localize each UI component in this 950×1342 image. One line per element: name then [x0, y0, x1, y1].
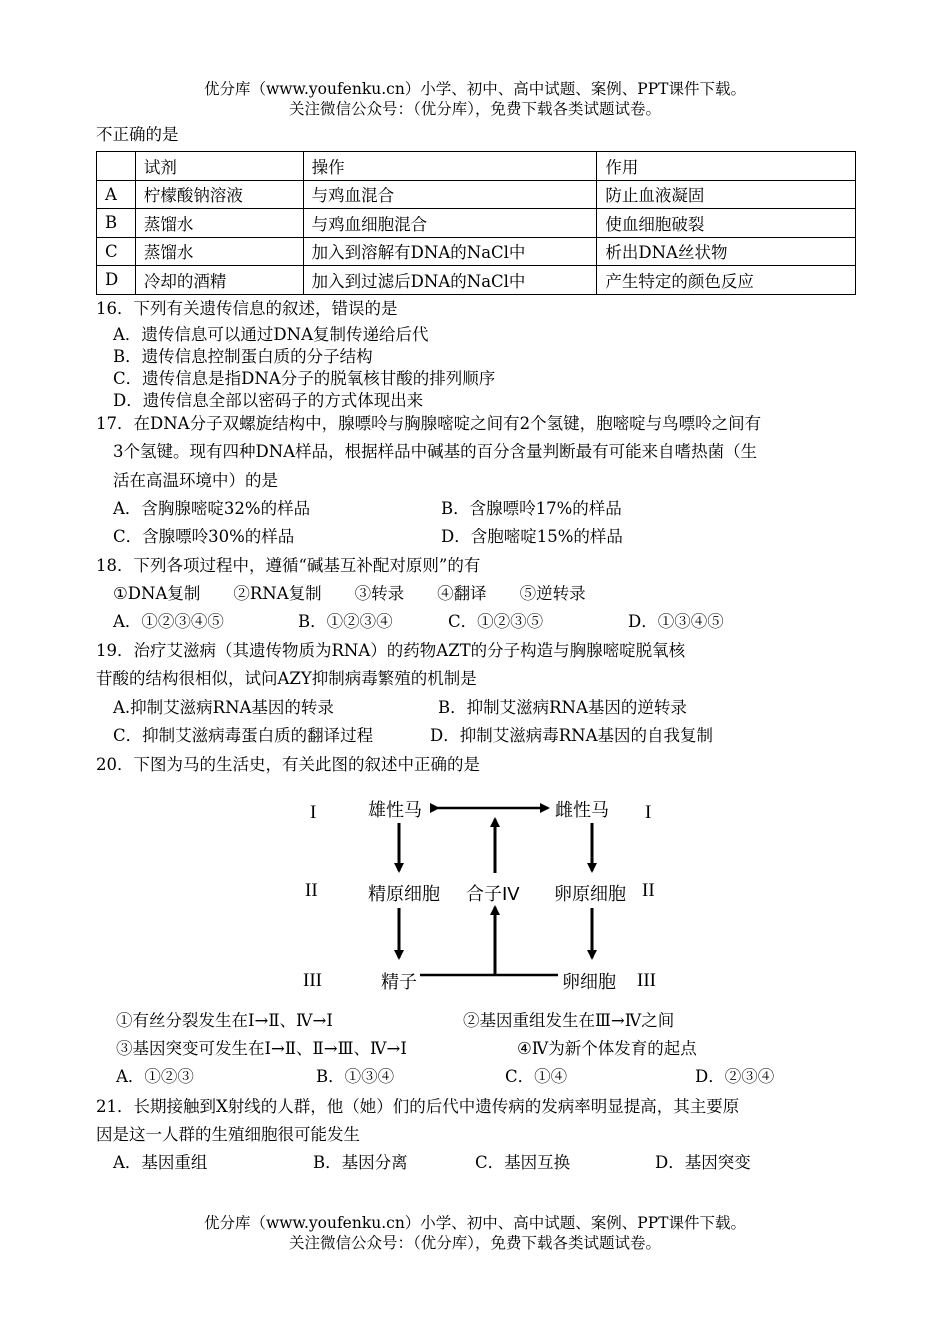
q18-option-c: C．①②③⑤ [448, 612, 544, 631]
q19-line-1: 19．治疗艾滋病（其遗传物质为RNA）的药物AZT的分子构造与胸腺嘧啶脱氧核 [96, 641, 686, 660]
q16-option-c: C．遗传信息是指DNA分子的脱氧核甘酸的排列顺序 [113, 369, 496, 388]
q19-option-d: D．抑制艾滋病毒RNA基因的自我复制 [430, 726, 714, 745]
table-cell: B [97, 209, 136, 238]
table-cell: D [97, 266, 136, 295]
sperm-label: 精子 [381, 972, 417, 993]
q17-option-c: C．含腺嘌呤30%的样品 [113, 527, 295, 546]
table-cell: 与鸡血混合 [303, 180, 597, 209]
header-line-1: 优分库（www.youfenku.cn）小学、初中、高中试题、案例、PPT课件下载。 [203, 80, 747, 98]
female-horse-label: 雌性马 [555, 800, 609, 821]
q17-option-a: A．含胸腺嘧啶32%的样品 [113, 499, 311, 518]
q20-statement-1: ①有丝分裂发生在Ⅰ→Ⅱ、Ⅳ→Ⅰ [116, 1011, 333, 1030]
table-cell: 冷却的酒精 [135, 266, 303, 295]
oogonium-label: 卵原细胞 [554, 884, 626, 905]
q19-option-a: A.抑制艾滋病RNA基因的转录 [113, 698, 334, 717]
table-cell: C [97, 237, 136, 266]
q21-option-d: D．基因突变 [655, 1153, 751, 1172]
zygote-label: 合子IV [466, 884, 520, 905]
stage-label-i-left: I [310, 802, 317, 823]
q16-option-d: D．遗传信息全部以密码子的方式体现出来 [113, 391, 424, 410]
q18-option-d: D．①③④⑤ [628, 612, 724, 631]
stage-label-ii-left: II [305, 880, 318, 901]
q20-option-b: B．①③④ [316, 1067, 395, 1086]
q21-option-b: B．基因分离 [313, 1153, 408, 1172]
header-line-2: 关注微信公众号：（优分库），免费下载各类试题试卷。 [288, 100, 661, 118]
table-cell: 防止血液凝固 [597, 180, 856, 209]
stage-label-ii-right: II [642, 880, 655, 901]
q21-line-2: 因是这一人群的生殖细胞很可能发生 [96, 1125, 360, 1144]
egg-label: 卵细胞 [562, 972, 616, 993]
q18-stem: 18．下列各项过程中，遵循“碱基互补配对原则”的有 [96, 556, 481, 575]
table-header-cell: 试剂 [135, 152, 303, 181]
q20-statement-4: ④Ⅳ为新个体发育的起点 [517, 1039, 697, 1058]
table-row [97, 180, 856, 209]
table-cell: 柠檬酸钠溶液 [135, 180, 303, 209]
q17-line-1: 17．在DNA分子双螺旋结构中，腺嘌呤与胸腺嘧啶之间有2个氢键，胞嘧啶与鸟嘌呤之间有 [96, 414, 762, 433]
table-header-cell: 作用 [597, 152, 856, 181]
q20-stem: 20．下图为马的生活史，有关此图的叙述中正确的是 [96, 755, 480, 774]
table-header-cell [97, 152, 136, 181]
q19-option-c: C．抑制艾滋病毒蛋白质的翻译过程 [113, 726, 374, 745]
table-cell: 与鸡血细胞混合 [303, 209, 597, 238]
spermatogonium-label: 精原细胞 [368, 884, 440, 905]
stage-label-i-right: I [645, 802, 652, 823]
stage-label-iii-right: III [637, 970, 656, 991]
q16-option-b: B．遗传信息控制蛋白质的分子结构 [113, 347, 373, 366]
table-cell: A [97, 180, 136, 209]
stage-label-iii-left: III [303, 970, 322, 991]
q16-option-a: A．遗传信息可以通过DNA复制传递给后代 [113, 325, 429, 344]
reagent-table [96, 151, 856, 295]
table-row [97, 266, 856, 295]
q16-stem: 16．下列有关遗传信息的叙述，错误的是 [96, 299, 398, 318]
table-row [97, 237, 856, 266]
table-cell: 蒸馏水 [135, 237, 303, 266]
q18-items: ①DNA复制 ②RNA复制 ③转录 ④翻译 ⑤逆转录 [113, 584, 586, 603]
footer-line-1: 优分库（www.youfenku.cn）小学、初中、高中试题、案例、PPT课件下载。 [203, 1214, 747, 1232]
table-cell: 加入到过滤后DNA的NaCl中 [303, 266, 597, 295]
table-header-row [97, 152, 856, 181]
q19-option-b: B．抑制艾滋病RNA基因的逆转录 [438, 698, 687, 717]
q15-tail: 不正确的是 [96, 125, 179, 144]
table-header-cell: 操作 [303, 152, 597, 181]
horse-life-cycle-diagram [290, 785, 680, 1000]
q20-statement-3: ③基因突变可发生在Ⅰ→Ⅱ、Ⅱ→Ⅲ、Ⅳ→Ⅰ [116, 1039, 407, 1058]
male-horse-label: 雄性马 [368, 800, 422, 821]
q20-statement-2: ②基因重组发生在Ⅲ→Ⅳ之间 [463, 1011, 675, 1030]
q21-line-1: 21．长期接触到X射线的人群，他（她）们的后代中遗传病的发病率明显提高，其主要原 [96, 1097, 740, 1116]
table-cell: 析出DNA丝状物 [597, 237, 856, 266]
q17-option-b: B．含腺嘌呤17%的样品 [441, 499, 622, 518]
q17-line-3: 活在高温环境中）的是 [113, 471, 278, 490]
table-cell: 蒸馏水 [135, 209, 303, 238]
table-row [97, 209, 856, 238]
q19-line-2: 苷酸的结构很相似，试问AZY抑制病毒繁殖的机制是 [96, 669, 477, 688]
q17-line-2: 3个氢键。现有四种DNA样品，根据样品中碱基的百分含量判断最有可能来自嗜热菌（生 [113, 442, 758, 461]
q21-option-c: C．基因互换 [475, 1153, 571, 1172]
table-cell: 加入到溶解有DNA的NaCl中 [303, 237, 597, 266]
q18-option-a: A．①②③④⑤ [113, 612, 224, 631]
footer-line-2: 关注微信公众号：（优分库），免费下载各类试题试卷。 [288, 1234, 661, 1252]
q21-option-a: A．基因重组 [113, 1153, 208, 1172]
table-cell: 使血细胞破裂 [597, 209, 856, 238]
q17-option-d: D．含胞嘧啶15%的样品 [441, 527, 623, 546]
q20-option-c: C．①④ [505, 1067, 568, 1086]
table-cell: 产生特定的颜色反应 [597, 266, 856, 295]
q20-option-a: A．①②③ [116, 1067, 194, 1086]
q20-option-d: D．②③④ [695, 1067, 775, 1086]
q18-option-b: B．①②③④ [298, 612, 393, 631]
